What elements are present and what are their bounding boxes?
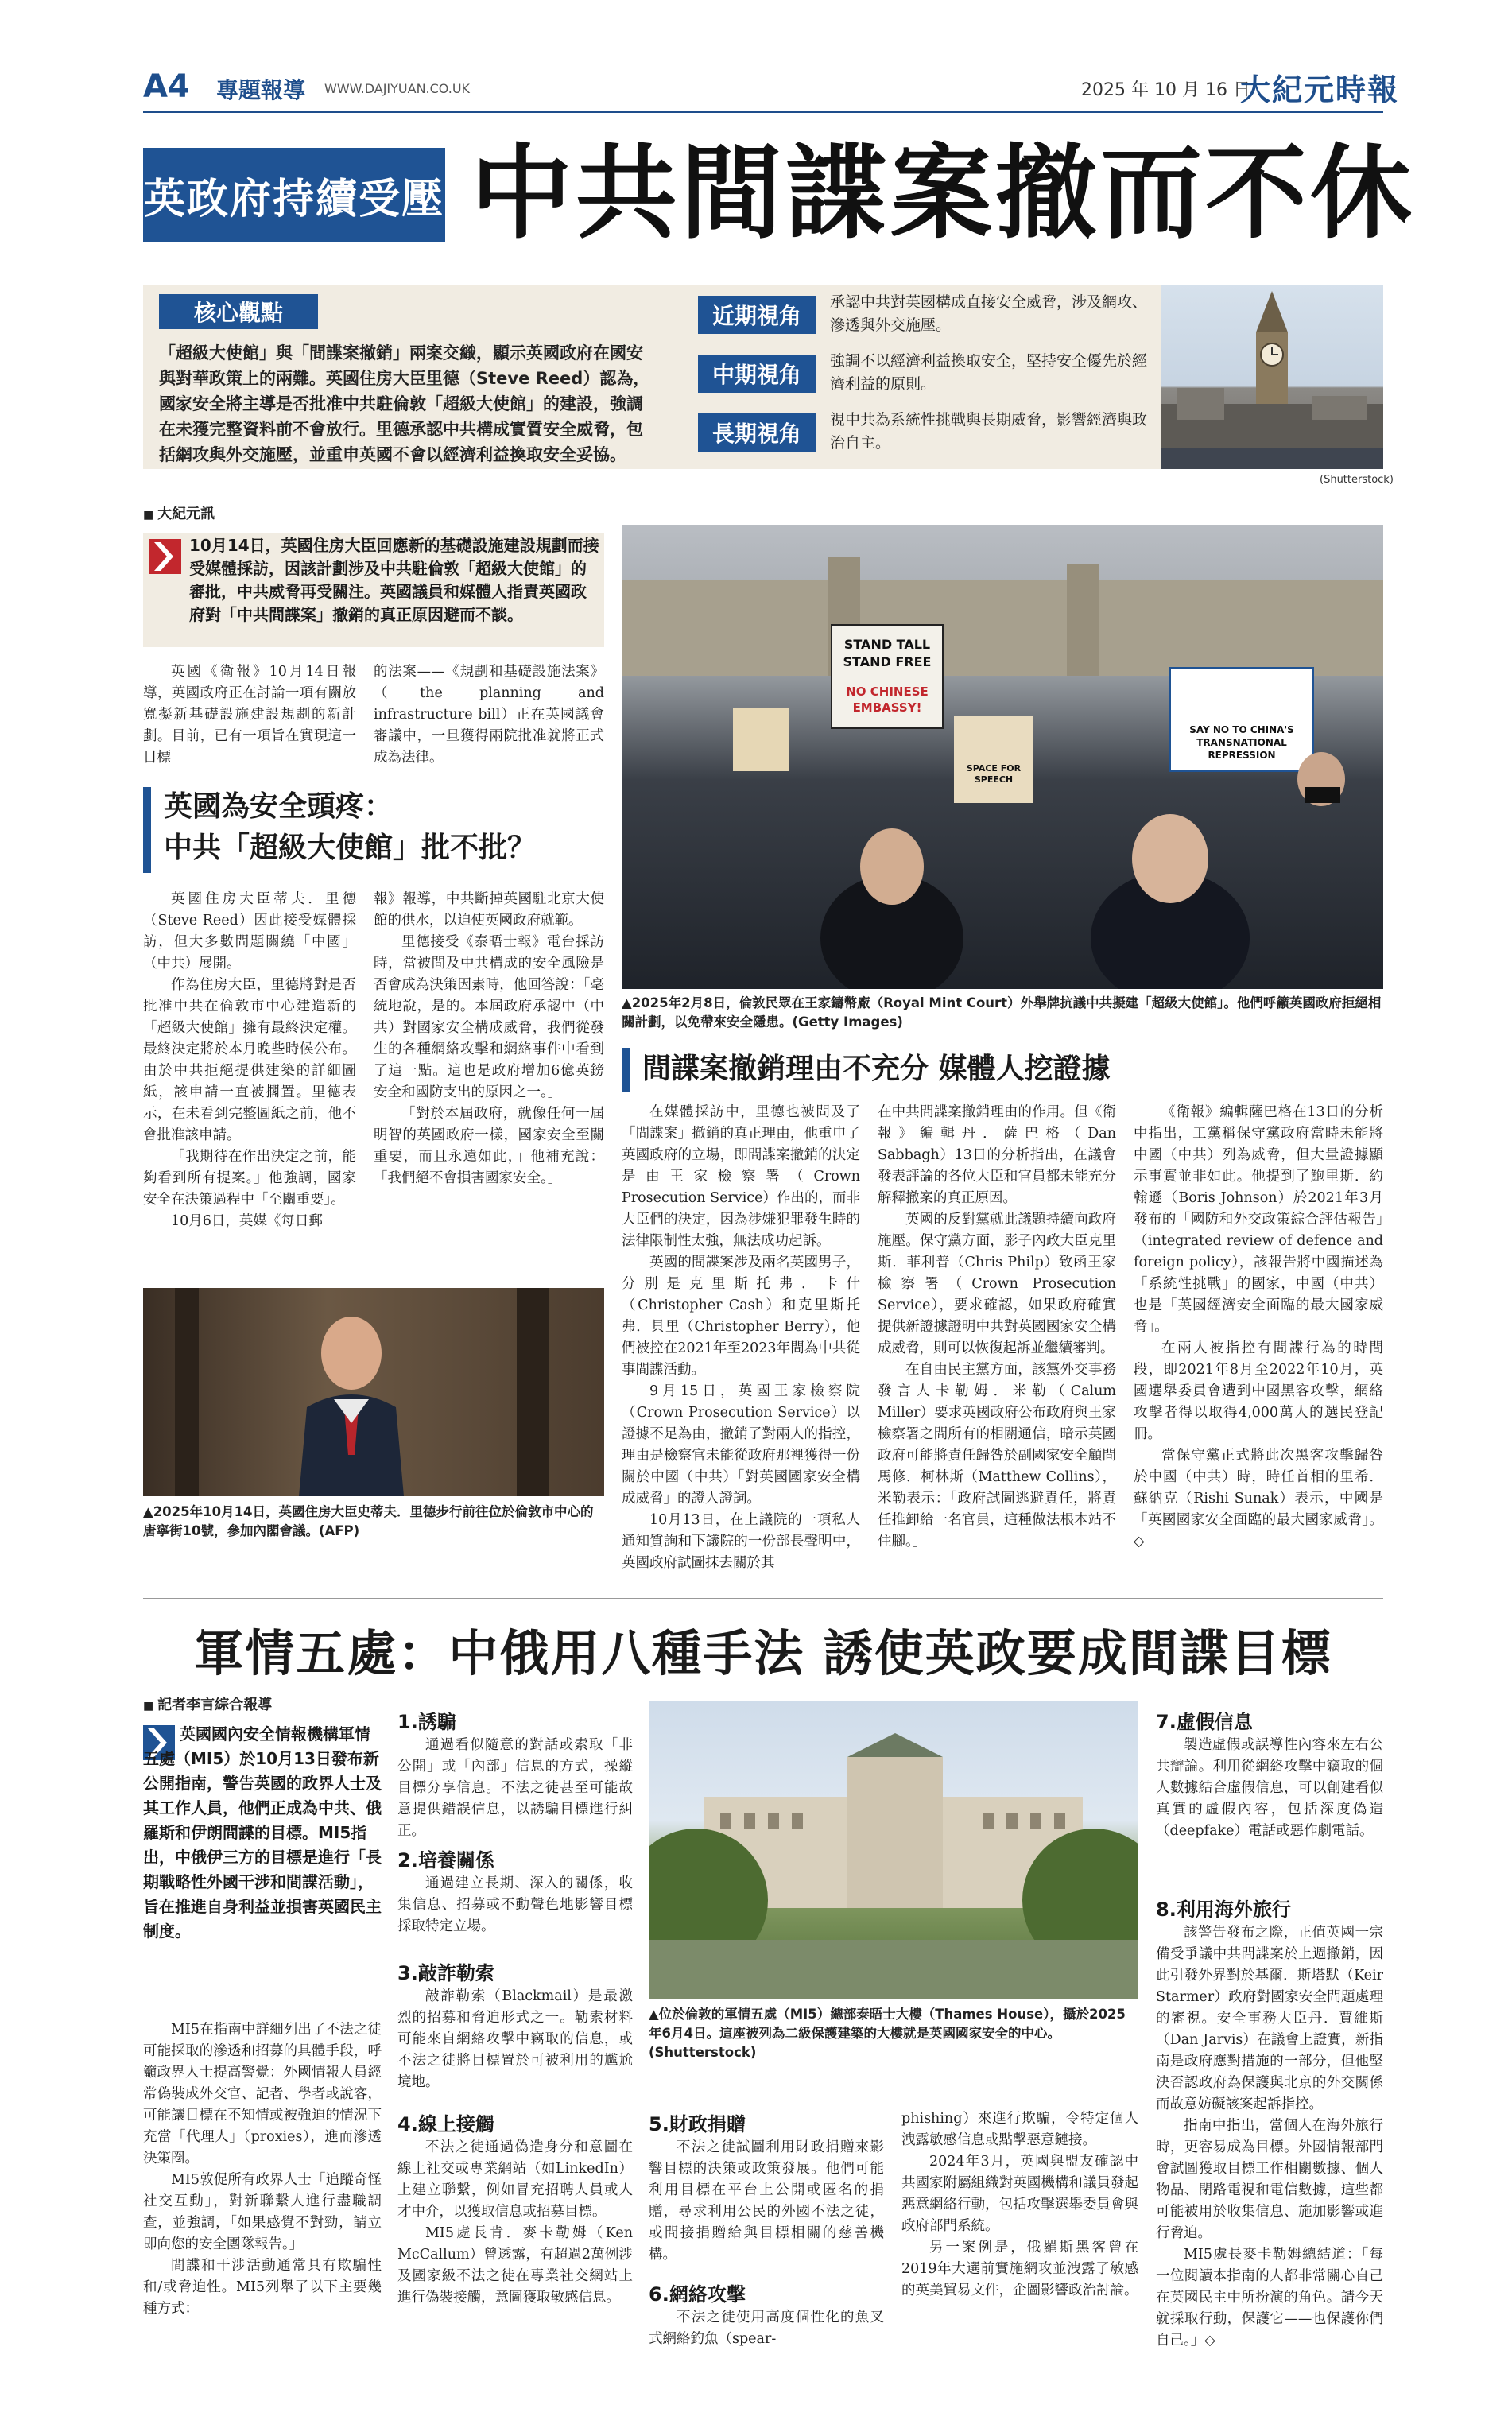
subhead-bar xyxy=(143,787,151,873)
method-6-text: 不法之徒使用高度個性化的魚叉式網絡釣魚（spear- xyxy=(649,2310,884,2347)
photo3-caption: ▲位於倫敦的軍情五處（MI5）總部泰晤士大樓（Thames House），攝於2025年6月4日。這座被列為二級保護建築的大樓就是英國國家安全的中心。(Shutterstock) xyxy=(649,2007,1126,2060)
view-text-near: 承認中共對英國構成直接安全威脅，涉及網攻、滲透與外交施壓。 xyxy=(830,293,1148,334)
headline-title: 中共間諜案撤而不休 xyxy=(471,134,1416,253)
view-text-mid: 強調不以經濟利益換取安全，堅持安全優先於經濟利益的原則。 xyxy=(830,352,1148,393)
method-1-text: 通過看似隨意的對話或索取「非公開」或「內部」信息的方式，操縱目標分享信息。不法之徒甚至可能故意提供錯誤信息，以誘騙目標進行糾正。 xyxy=(397,1737,633,1839)
photo2-caption: ▲2025年2月8日，倫敦民眾在王家鑄幣廠（Royal Mint Court）外舉牌抗議中共擬建「超級大使館」。他們呼籲英國政府拒絕相關計劃，以免帶來安全隱患。(Getty Images) xyxy=(622,995,1382,1030)
story1-col4: 在中共間諜案撤銷理由的作用。但《衛報》編輯丹．薩巴格（Dan Sabbagh）13日的分析指出，在議會發表評論的各位大臣和官員都未能充分解釋撤案的真正原因。 英國的反對黨就此議題持續向政府施壓。保守黨方面，影子內政大臣克里斯．菲利普（Chris Philp）致函王家檢察署（Crown Prosecution Service），要求確認，如果政府確實提供新證據證明中共對英國國家安全構成威脅，則可以恢復起訴並繼續審判。 在自由民主黨方面，該黨外交事務發言人卡勒姆．米勒（Calum Miller）要求英國政府公布政府與王家檢察署之間所有的相關通信，暗示英國政府可能將責任歸咎於副國家安全顧問馬修．柯林斯（Matthew Collins），米勒表示：「政府試圖逃避責任，將責任推卸給一名官員，這種做法根本站不住腳。」 xyxy=(878,1104,1116,1549)
method-2-heading: 2.培養關係 xyxy=(397,1849,494,1871)
core-text: 「超級大使館」與「間諜案撤銷」兩案交織，顯示英國政府在國安與對華政策上的兩難。英國住房大臣里德（Steve Reed）認為，國家安全將主導是否批准中共駐倫敦「超級大使館」的建設，強調在未獲完整資料前不會放行。里德承認中共構成實質安全威脅，包括網攻與外交施壓，並重申英國不會以經濟利益換取安全妥協。 xyxy=(159,343,650,464)
method-1-heading: 1.誘騙 xyxy=(397,1711,456,1733)
method-6-continued: phishing）來進行欺騙，令特定個人洩露敏感信息或點擊惡意鏈接。 2024年3月，英國與盟友確認中共國家附屬組織對英國機構和議員發起惡意網絡行動，包括攻擊選舉委員會與政府部門系統。 另一案例是，俄羅斯黑客曾在2019年大選前實施網攻並洩露了敏感的英美貿易文件，企圖影響政治討論。 xyxy=(901,2111,1138,2298)
big-ben-photo xyxy=(1161,285,1383,469)
protest-sign-3: SAY NO TO CHINA'S TRANSNATIONAL REPRESSION xyxy=(1189,724,1294,761)
view-label-near: 近期視角 xyxy=(698,296,816,334)
headline-kicker: 英政府持續受壓 xyxy=(143,148,445,242)
story1-col1: 英國住房大臣蒂夫．里德（Steve Reed）因此接受媒體採訪，但大多數問題關繞「中國」（中共）展開。 作為住房大臣，里德將對是否批准中共在倫敦市中心建造新的「超級大使館」擁有最終決定權。最終決定將於本月晚些時候公布。由於中共拒絕提供建築的詳細圖紙，該申請一直被擱置。里德表示，在未看到完整圖紙之前，他不會批准該申請。 「我期待在作出決定之前，能夠看到所有提案。」他強調，國家安全在決策過程中「至關重要」。 10月6日，英媒《每日郵 xyxy=(143,891,356,1229)
view-label-mid: 中期視角 xyxy=(698,355,816,393)
method-8-text: 該警告發布之際，正值英國一宗備受爭議中共間諜案於上週撤銷，因此引發外界對於基爾．斯塔默（Keir Starmer）政府對國家安全問題處理的審視。安全事務大臣丹．賈維斯（Dan Jarvis）在議會上證實，新指南是政府應對措施的一部分，但他堅決否認政府為保護與北京的外交關係而故意妨礙該案起訴指控。 指南中指出，當個人在海外旅行時，更容易成為目標。外國情報部門會試圖獲取目標工作相關數據、個人物品、閉路電視和電信數據，這些都可能被用於收集信息、施加影響或進行脅迫。 MI5處長麥卡勒姆總結道：「每一位閱讀本指南的人都非常關心自己在英國民主中所扮演的角色。請今天就採取行動，保護它——也保護你們自己。」◇ xyxy=(1156,1925,1383,2348)
subhead-bar xyxy=(622,1048,630,1092)
method-4-text: 不法之徒通過偽造身分和意圖在線上社交或專業網站（如LinkedIn）上建立聯繫，例如冒充招聘人員或人才中介，以獲取信息或招募目標。 MI5處長肯．麥卡勒姆（Ken McCallum）曾透露，有超過2萬例涉及國家級不法之徒在專業社交網站上進行偽裝接觸，意圖獲取敏感信息。 xyxy=(397,2139,633,2306)
person-icon xyxy=(143,1288,604,1496)
story2-title: 軍情五處：中俄用八種手法 誘使英政要成間諜目標 xyxy=(194,1624,1332,1682)
story1-col2: 報》報導，中共斷掉英國駐北京大使館的供水，以迫使英國政府就範。 里德接受《泰晤士報》電台採訪時，當被問及中共構成的安全風險是否會成為決策因素時，他回答說：「毫統地說，是的。本屆政府承認中（中共）對國家安全構成威脅，我們從發生的各種網絡攻擊和網絡事件中看到了這一點。這也是政府增加6億英鎊安全和國防支出的原因之一。」 「對於本屆政府，就像任何一屆明智的英國政府一樣，國家安全至關重要，而且永遠如此，」他補充說：「我們絕不會損害國家安全。」 xyxy=(374,891,604,1186)
site-url[interactable]: WWW.DAJIYUAN.CO.UK xyxy=(324,81,471,96)
big-ben-credit: (Shutterstock) xyxy=(1320,474,1394,486)
story1-col3: 在媒體採訪中，里德也被問及了「間諜案」撤銷的真正理由，他重申了英國政府的立場，即間諜案撤銷的決定是由王家檢察署（Crown Prosecution Service）作出的，而非大臣們的決定，因為涉嫌犯罪發生時的法律限制性太強，無法成功起訴。 英國的間諜案涉及兩名英國男子，分別是克里斯托弗．卡什（Christopher Cash）和克里斯托弗．貝里（Christopher Berry），他們被控在2021年至2023年間為中共從事間諜活動。 9月15日，英國王家檢察院（Crown Prosecution Service）以證據不足為由，撤銷了對兩人的指控，理由是檢察官未能從政府那裡獲得一份關於中國（中共）「對英國國家安全構成威脅」的證人證詞。 10月13日，在上議院的一項私人通知質詢和下議院的一份部長聲明中，英國政府試圖抹去關於其 xyxy=(622,1104,860,1571)
view-label-long: 長期視角 xyxy=(698,413,816,452)
building-icon xyxy=(649,1701,1138,1999)
method-2-text: 通過建立長期、深入的關係，收集信息、招募或不動聲色地影響目標採取特定立場。 xyxy=(397,1875,633,1934)
story2-lede: 英國國內安全情報機構軍情五處（MI5）於10月13日發布新公開指南，警告英國的政界人士及其工作人員，他們正成為中共、俄羅斯和伊朗間諜的目標。MI5指出，中俄伊三方的目標是進行「長期戰略性外國干涉和間諜活動」，旨在推進自身利益並損害英國民主制度。 xyxy=(143,1724,382,1941)
method-3-text: 敲詐勒索（Blackmail）是最激烈的招募和脅迫形式之一。勒索材料可能來自網絡攻擊中竊取的信息，或不法之徒將目標置於可被利用的尷尬境地。 xyxy=(397,1988,633,2090)
story1-source: ■ 大紀元訊 xyxy=(143,502,215,523)
photo1-caption: ▲2025年10月14日，英國住房大臣史蒂夫．里德步行前往位於倫敦市中心的唐寧街10號，參加內閣會議。(AFP) xyxy=(143,1504,594,1538)
subhead-embassy: 中共「超級大使館」批不批？ xyxy=(164,832,537,864)
lede-arrow-icon xyxy=(149,539,181,574)
method-7-heading: 7.虛假信息 xyxy=(1156,1711,1253,1733)
method-3-heading: 3.敲詐勒索 xyxy=(397,1962,494,1984)
issue-date: 2025 年 10 月 16 日 xyxy=(1081,80,1250,100)
big-ben-icon xyxy=(1161,285,1383,469)
story1-lede: 10月14日，英國住房大臣回應新的基礎設施建設規劃而接受媒體採訪，因該計劃涉及中共駐倫敦「超級大使館」的審批，中共威脅再受關注。英國議員和媒體人指責英國政府對「中共間諜案」撤銷的真正原因避而不談。 xyxy=(189,536,599,624)
view-text-long: 視中共為系統性挑戰與長期威脅，影響經濟與政治自主。 xyxy=(830,411,1148,452)
method-4-heading: 4.線上接觸 xyxy=(397,2113,494,2135)
method-7-text: 製造虛假或誤導性內容來左右公共辯論。利用從網絡攻擊中竊取的個人數據結合虛假信息，可以創建看似真實的虛假內容，包括深度偽造（deepfake）電話或惡作劇電話。 xyxy=(1156,1737,1383,1839)
subhead-spy-case: 間諜案撤銷理由不充分 媒體人挖證據 xyxy=(642,1053,1111,1085)
story2-source: ■ 記者李言綜合報導 xyxy=(143,1693,272,1714)
header-rule xyxy=(143,111,1383,113)
story2-intro: MI5在指南中詳細列出了不法之徒可能採取的滲透和招募的具體手段，呼籲政界人士提高警覺：外國情報人員經常偽裝成外交官、記者、學者或說客，可能讓目標在不知情或被強迫的情況下充當「代理人」（proxies），進而滲透決策圈。 MI5敦促所有政界人士「追蹤奇怪社交互動」，對新聯繫人進行盡職調查，並強調，「如果感覺不對勁，請立即向您的安全團隊報告。」 間諜和干涉活動通常具有欺騙性和/或脅迫性。MI5列舉了以下主要幾種方式： xyxy=(143,2022,382,2317)
method-6-heading: 6.網絡攻擊 xyxy=(649,2283,746,2306)
section-name: 專題報導 xyxy=(216,77,306,103)
core-tag: 核心觀點 xyxy=(159,294,318,329)
minister-photo xyxy=(143,1288,604,1496)
thames-house-photo xyxy=(649,1701,1138,1999)
protest-sign-2: NO CHINESE EMBASSY! xyxy=(846,685,929,715)
method-8-heading: 8.利用海外旅行 xyxy=(1156,1899,1291,1921)
protest-sign-1: STAND TALL STAND FREE xyxy=(843,637,932,669)
protest-photo xyxy=(622,525,1383,989)
newspaper-logo: 大紀元時報 xyxy=(1240,72,1400,107)
story1-para1a: 英國《衛報》10月14日報導，英國政府正在討論一項有關放寬擬新基礎設施建設規劃的新計劃。目前，已有一項旨在實現這一目標 xyxy=(143,664,356,766)
story1-para1b: 的法案——《規劃和基礎設施法案》（the planning and infrastructure bill）正在英國議會審議中，一旦獲得兩院批准就將正式成為法律。 xyxy=(374,664,604,766)
protest-sign-4: SPACE FOR SPEECH xyxy=(966,763,1022,785)
story1-col5: 《衛報》編輯薩巴格在13日的分析中指出，工黨稱保守黨政府當時未能將中國（中共）列為威脅，但大量證據顯示事實並非如此。他提到了鮑里斯．約翰遜（Boris Johnson）於2021年3月發布的「國防和外交政策綜合評估報告」（integrated review of defence and foreign policy），該報告將中國描述為「系統性挑戰」的國家，中國（中共）也是「英國經濟安全面臨的最大國家威脅」。 在兩人被指控有間諜行為的時間段，即2021年8月至2022年10月，英國選舉委員會遭到中國黑客攻擊，網絡攻擊者得以取得4,000萬人的選民登記冊。 當保守黨正式將此次黑客攻擊歸咎於中國（中共）時，時任首相的里希．蘇納克（Rishi Sunak）表示，中國是「英國國家安全面臨的最大國家威脅」。◇ xyxy=(1134,1104,1383,1549)
method-5-text: 不法之徒試圖利用財政捐贈來影響目標的決策或政策發展。他們可能利用目標在平台上公開或匿名的捐贈，尋求利用公民的外國不法之徒，或間接捐贈給與目標相關的慈善機構。 xyxy=(649,2139,884,2263)
method-5-heading: 5.財政捐贈 xyxy=(649,2113,746,2135)
section-divider xyxy=(143,1598,1383,1599)
subhead-security: 英國為安全頭疼： xyxy=(164,790,394,823)
page-number: A4 xyxy=(143,68,190,105)
